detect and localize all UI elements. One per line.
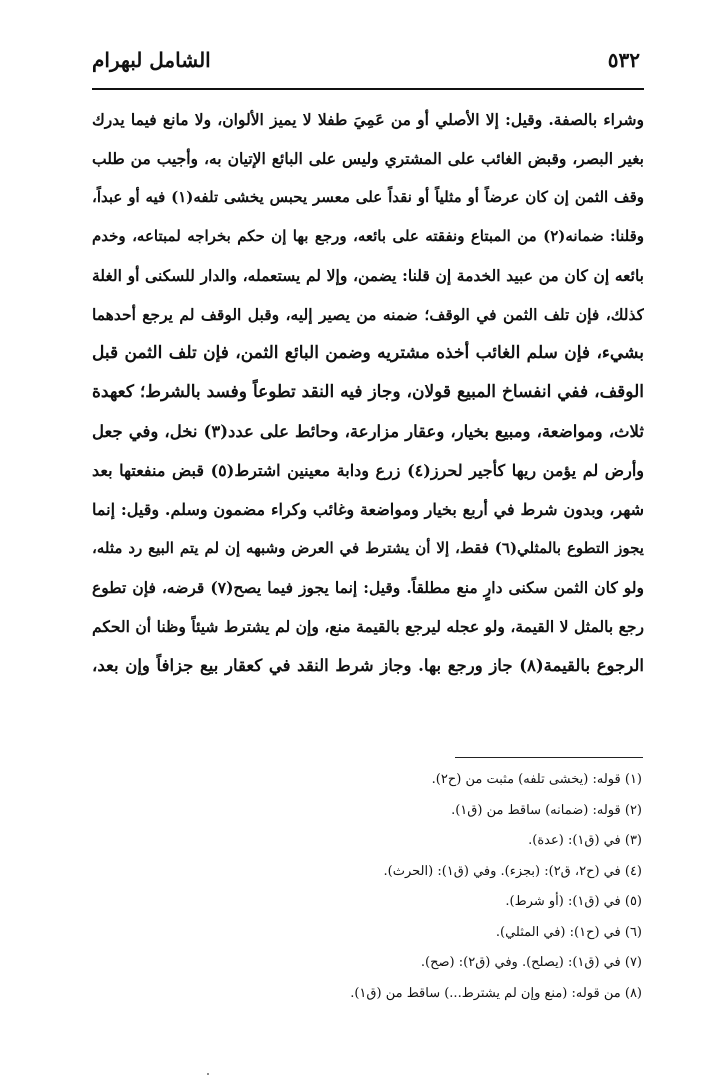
text-line: وقلنا: ضمانه(٢) من المبتاع ونفقته على بائعه، ورجع بها إن حكم بخراجه لمبتاعه، وخدم — [92, 227, 644, 245]
footnote-separator — [455, 757, 643, 758]
text-line: وقف الثمن إن كان عرضاً أو مثلياً أو نقداً على معسر يحبس يخشى تلفه(١) فيه أو عبداً، — [92, 188, 644, 206]
text-line: ولو كان الثمن سكنى دارٍ منع مطلقاً. وقيل: إنما يجوز فيما يصح(٧) قرضه، فإن تطوع — [92, 578, 644, 597]
footnote: (١) قوله: (يخشى تلفه) مثبت من (ح٢). — [431, 772, 642, 787]
footnotes — [150, 765, 642, 1009]
page-number: ٥٣٢ — [607, 48, 640, 72]
text-line: كذلك، فإن تلف الثمن في الوقف؛ ضمنه من يصير إليه، وقبل الوقف لم يرجع أحدهما — [92, 305, 644, 324]
text-line: بشيء، فإن سلم الغائب أخذه مشتريه وضمن البائع الثمن، فإن تلف الثمن قبل — [92, 343, 644, 363]
text-line: ثلاث، ومواضعة، ومبيع بخيار، وعقار مزارعة، وحائط على عدد(٣) نخل، وفي جعل — [92, 422, 644, 441]
running-header — [92, 48, 640, 84]
text-line: بائعه إن كان من عبيد الخدمة إن قلنا: يضمن، وإلا لم يستعمله، والدار للسكنى أو الغلة — [92, 266, 644, 285]
text-line: وشراء بالصفة. وقيل: إلا الأصلي أو من عَمِيَ طفلا لا يميز الألوان، ولا مانع فيما يدرك — [92, 110, 644, 129]
text-line: رجع بالمثل لا القيمة، ولو عجله ليرجع بالقيمة منع، وإن لم يشترط شيئاً وظنا أن الحكم — [92, 617, 644, 636]
text-line: بغير البصر، وقبض الغائب على المشتري وليس على البائع الإتيان به، وأجيب من طلب — [92, 149, 644, 168]
header-rule — [92, 88, 644, 90]
footnote: (٣) في (ق١): (عدة). — [528, 833, 642, 848]
footnote: (٥) في (ق١): (أو شرط). — [505, 894, 642, 909]
footnote: (٤) في (ح٢، ق٢): (بجزء). وفي (ق١): (الحرث). — [383, 863, 642, 879]
footnote: (٦) في (ح١): (في المثلي). — [495, 924, 642, 940]
text-line: وأرض لم يؤمن ريها كأجير لحرز(٤) زرع ودابة معينين اشترط(٥) قبض منفعتها بعد — [92, 461, 644, 480]
footnote: (٨) من قوله: (منع وإن لم يشترط...) ساقط من (ق١). — [350, 985, 642, 1001]
book-title: الشامل لبهرام — [92, 48, 211, 72]
text-line: يجوز التطوع بالمثلي(٦) فقط، إلا أن يشترط في العرض وشبهه إن لم يتم البيع رد مثله، — [92, 539, 644, 557]
main-text — [92, 100, 644, 685]
text-line: شهر، وبدون شرط في أربع بخيار ومواضعة وغائب وكراء مضمون وسلم. وقيل: إنما — [92, 500, 644, 519]
footnote: (٧) في (ق١): (يصلح). وفي (ق٢): (صح). — [420, 955, 642, 970]
text-line: الوقف، ففي انفساخ المبيع قولان، وجاز فيه النقد تطوعاً وفسد بالشرط؛ كعهدة — [92, 382, 644, 402]
footnote: (٢) قوله: (ضمانه) ساقط من (ق١). — [451, 802, 642, 818]
scan-speck — [207, 1073, 209, 1075]
text-line: الرجوع بالقيمة(٨) جاز ورجع بها. وجاز شرط النقد في كعقار بيع جزافاً وإن بعد، — [92, 656, 644, 675]
